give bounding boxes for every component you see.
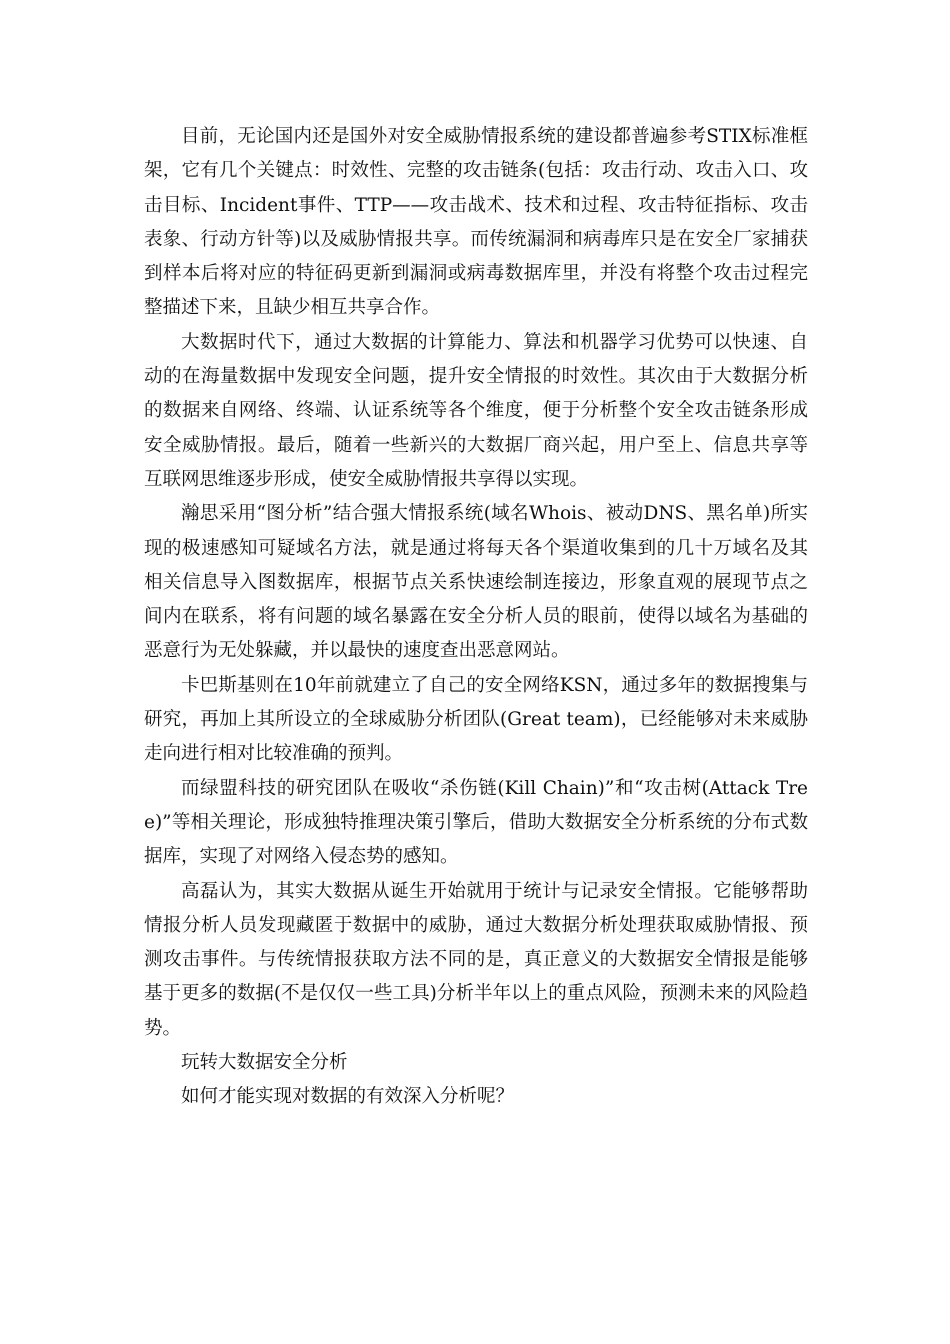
paragraph-question: 如何才能实现对数据的有效深入分析呢？ (181, 1086, 515, 1108)
paragraph-kaspersky-ksn: 卡巴斯基则在10年前就建立了自己的安全网络KSN，通过多年的数据搜集与研究，再加上其所设立的全球威胁分析团队(Great team)，已经能够对未来威胁走向进行相对比较准确的预判。 (144, 674, 808, 765)
paragraph-nsfocus-research: 而绿盟科技的研究团队在吸收“杀伤链(Kill Chain)”和“攻击树(Attack Tree)”等相关理论，形成独特推理决策引擎后，借助大数据安全分析系统的分布式数据库，实现了对网络入侵态势的感知。 (144, 777, 808, 868)
paragraph-hansi-graph-analysis: 瀚思采用“图分析”结合强大情报系统(域名Whois、被动DNS、黑名单)所实现的极速感知可疑域名方法，就是通过将每天各个渠道收集到的几十万域名及其相关信息导入图数据库，根据节点关系快速绘制连接边，形象直观的展现节点之间内在联系，将有问题的域名暴露在安全分析人员的眼前，使得以域名为基础的恶意行为无处躲藏，并以最快的速度查出恶意网站。 (144, 503, 808, 662)
paragraph-stix-framework: 目前，无论国内还是国外对安全威胁情报系统的建设都普遍参考STIX标准框架，它有几个关键点：时效性、完整的攻击链条(包括：攻击行动、攻击入口、攻击目标、Incident事件、TTP——攻击战术、技术和过程、攻击特征指标、攻击表象、行动方针等)以及威胁情报共享。而传统漏洞和病毒库只是在安全厂家捕获到样本后将对应的特征码更新到漏洞或病毒数据库里，并没有将整个攻击过程完整描述下来，且缺少相互共享合作。 (144, 126, 808, 319)
section-heading: 玩转大数据安全分析 (181, 1052, 348, 1074)
document-body (144, 120, 808, 1115)
paragraph-gao-lei-opinion: 高磊认为，其实大数据从诞生开始就用于统计与记录安全情报。它能够帮助情报分析人员发现藏匿于数据中的威胁，通过大数据分析处理获取威胁情报、预测攻击事件。与传统情报获取方法不同的是，真正意义的大数据安全情报是能够基于更多的数据(不是仅仅一些工具)分析半年以上的重点风险，预测未来的风险趋势。 (144, 880, 808, 1039)
paragraph-big-data-era: 大数据时代下，通过大数据的计算能力、算法和机器学习优势可以快速、自动的在海量数据中发现安全问题，提升安全情报的时效性。其次由于大数据分析的数据来自网络、终端、认证系统等各个维度，便于分析整个安全攻击链条形成安全威胁情报。最后，随着一些新兴的大数据厂商兴起，用户至上、信息共享等互联网思维逐步形成，使安全威胁情报共享得以实现。 (144, 331, 808, 490)
